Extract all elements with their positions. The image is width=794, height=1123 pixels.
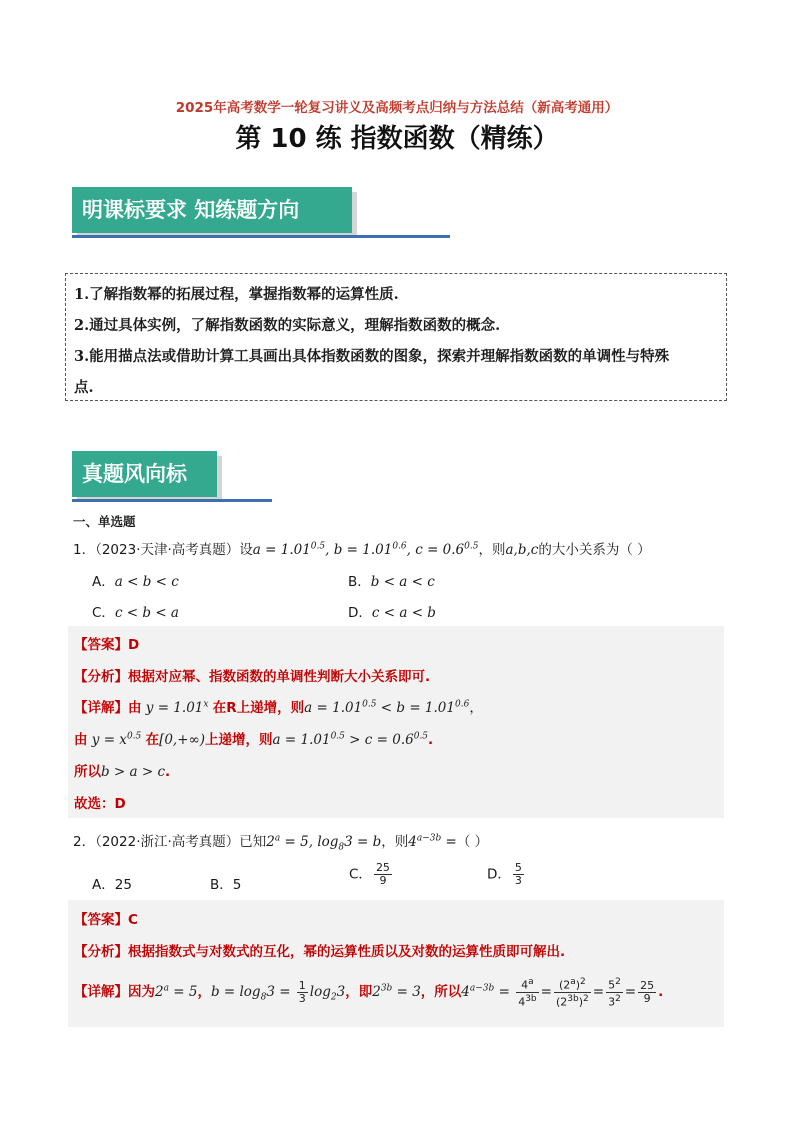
detail-math: $a = 1.01^{0.5} > c = 0.6^{0.5}$ (272, 731, 429, 748)
option-a (92, 873, 132, 893)
option-key: A． (92, 877, 115, 893)
detail-text: 由 (74, 732, 88, 748)
question-stem-math: $4^{a-3b}$ = (408, 833, 457, 850)
punctuation: . (658, 984, 664, 1001)
requirement-item: 点. (74, 379, 94, 396)
detail-math: $2^a = 5$ (155, 983, 198, 1001)
question-stem-suffix: ，则 (478, 542, 506, 558)
detail-math: $2^{3b} = 3$ (372, 983, 421, 1001)
detail-math: $y = x^{0.5}$ (87, 731, 142, 748)
requirement-item: 1.了解指数幂的拓展过程，掌握指数幂的运算性质. (74, 286, 399, 303)
detail-line-2 (74, 728, 433, 748)
option-key: D． (348, 605, 372, 621)
answer-block-2 (68, 900, 724, 1027)
detail-text: 由 (128, 700, 142, 716)
option-c (92, 601, 179, 621)
requirements-box (65, 273, 727, 401)
fraction: $\frac{1}{3}$ (298, 978, 306, 1005)
question-stem-end: 的大小关系为（ ） (538, 542, 651, 558)
detail-line-3 (74, 760, 170, 780)
option-key: C． (92, 605, 115, 621)
detail-math: = (624, 984, 637, 1001)
option-text: b < a < c (370, 574, 435, 590)
punctuation: . (165, 764, 171, 780)
fraction-numerator: 5 (514, 861, 522, 874)
punctuation: ， (420, 984, 435, 1001)
option-a (92, 570, 179, 590)
detail-line-1 (74, 696, 483, 716)
option-c (349, 862, 394, 887)
requirement-item: 2.通过具体实例，了解指数函数的实际意义，理解指数函数的概念. (74, 317, 501, 334)
analysis-line (74, 940, 565, 960)
punctuation: ， (345, 984, 359, 1001)
fraction: $\frac{4^a}{4^{3b}}$ (518, 977, 537, 1009)
detail-math: $4^{a-3b}$ = (461, 983, 515, 1001)
detail-math: $y = 1.01^x$ (141, 699, 209, 716)
detail-text: 所以 (74, 764, 101, 780)
option-b (210, 873, 241, 893)
option-text: c < a < b (371, 605, 436, 621)
fraction: $\frac{(2^a)^2}{(2^{3b})^2}$ (555, 977, 589, 1009)
punctuation: ， (469, 700, 483, 716)
answer-line (74, 908, 138, 928)
analysis-text: 根据对应幂、指数函数的单调性判断大小关系即可. (128, 669, 431, 685)
detail-text: 在 (145, 732, 160, 748)
fraction-denominator: 3 (514, 874, 522, 887)
document-subtitle: 2025年高考数学一轮复习讲义及高频考点归纳与方法总结（新高考通用） (175, 100, 619, 116)
detail-text: 即 (358, 984, 373, 1001)
answer-line (74, 633, 139, 653)
question-stem-math: $2^a = 5$, $\log_83 = b$ (266, 833, 382, 853)
punctuation: . (428, 732, 434, 748)
section-divider (72, 235, 450, 238)
option-text: 5 (232, 877, 242, 893)
analysis-line (74, 665, 430, 685)
section-heading-past-exams: 真题风向标 (72, 451, 217, 497)
detail-math: b > a > c (101, 764, 166, 780)
detail-text: R (226, 700, 237, 716)
fraction: $\frac{25}{9}$ (640, 978, 655, 1005)
detail-text: 上递增，则 (236, 700, 305, 716)
answer-value: D (128, 637, 140, 653)
question-stem-prefix: 2．（2022·浙江·高考真题）已知 (73, 834, 267, 850)
answer-value: C (128, 912, 138, 928)
option-text: 25 (114, 877, 132, 893)
option-d (348, 601, 436, 621)
question-stem-mid: ，则 (381, 834, 409, 850)
question-stem-end: （ ） (456, 834, 489, 850)
detail-math: = (592, 984, 605, 1001)
option-key: B． (348, 574, 371, 590)
punctuation: ， (197, 984, 211, 1001)
section-divider (72, 499, 272, 502)
conclusion-line: 故选：D (74, 796, 126, 812)
requirement-item: 3.能用描点法或借助计算工具画出具体指数函数的图象，探索并理解指数函数的单调性与特殊 (74, 348, 670, 365)
detail-math: = (540, 984, 552, 1001)
analysis-label: 【分析】 (74, 944, 128, 960)
option-b (348, 570, 435, 590)
option-key: A． (92, 574, 115, 590)
detail-text: 因为 (128, 984, 155, 1001)
detail-text: 在 (212, 700, 227, 716)
fraction-numerator: 25 (375, 861, 390, 874)
part-label: 一、单选题 (73, 514, 136, 529)
option-key: C． (349, 866, 372, 883)
analysis-text: 根据指数式与对数式的互化，幂的运算性质以及对数的运算性质即可解出. (128, 944, 566, 960)
fraction-denominator: 9 (379, 874, 387, 887)
question-stem-vars: a,b,c (505, 542, 539, 558)
document-title: 第 10 练 指数函数（精练） (235, 124, 559, 154)
fraction: $\frac{5^2}{3^2}$ (608, 977, 621, 1009)
option-text: a < b < c (114, 574, 179, 590)
question-stem-math: $a = 1.01^{0.5}$, $b = 1.01^{0.6}$, $c = 0.6^{0.5}$ (252, 541, 479, 558)
detail-math: $b = \log_83$ = (210, 984, 295, 1003)
analysis-label: 【分析】 (74, 669, 128, 685)
detail-label: 【详解】 (74, 984, 128, 1001)
answer-label: 【答案】 (74, 637, 128, 653)
answer-label: 【答案】 (74, 912, 128, 928)
detail-math: $a = 1.01^{0.5} < b = 1.01^{0.6}$ (304, 699, 470, 716)
detail-math: [0,+∞) (159, 732, 206, 748)
option-d (487, 862, 526, 887)
section-heading-requirements: 明课标要求 知练题方向 (72, 187, 352, 233)
question-1-stem (73, 538, 651, 558)
option-key: B． (210, 877, 233, 893)
option-text: c < b < a (114, 605, 179, 621)
option-key: D． (487, 866, 511, 883)
detail-text: 所以 (434, 984, 462, 1001)
detail-text: 上递增，则 (205, 732, 273, 748)
detail-label: 【详解】 (74, 700, 128, 716)
detail-math: $\log_23$ (309, 984, 346, 1003)
answer-block-1 (68, 626, 724, 818)
question-stem-prefix: 1．（2023·天津·高考真题）设 (73, 542, 253, 558)
question-2-stem (73, 830, 488, 853)
detail-line (74, 976, 663, 1008)
